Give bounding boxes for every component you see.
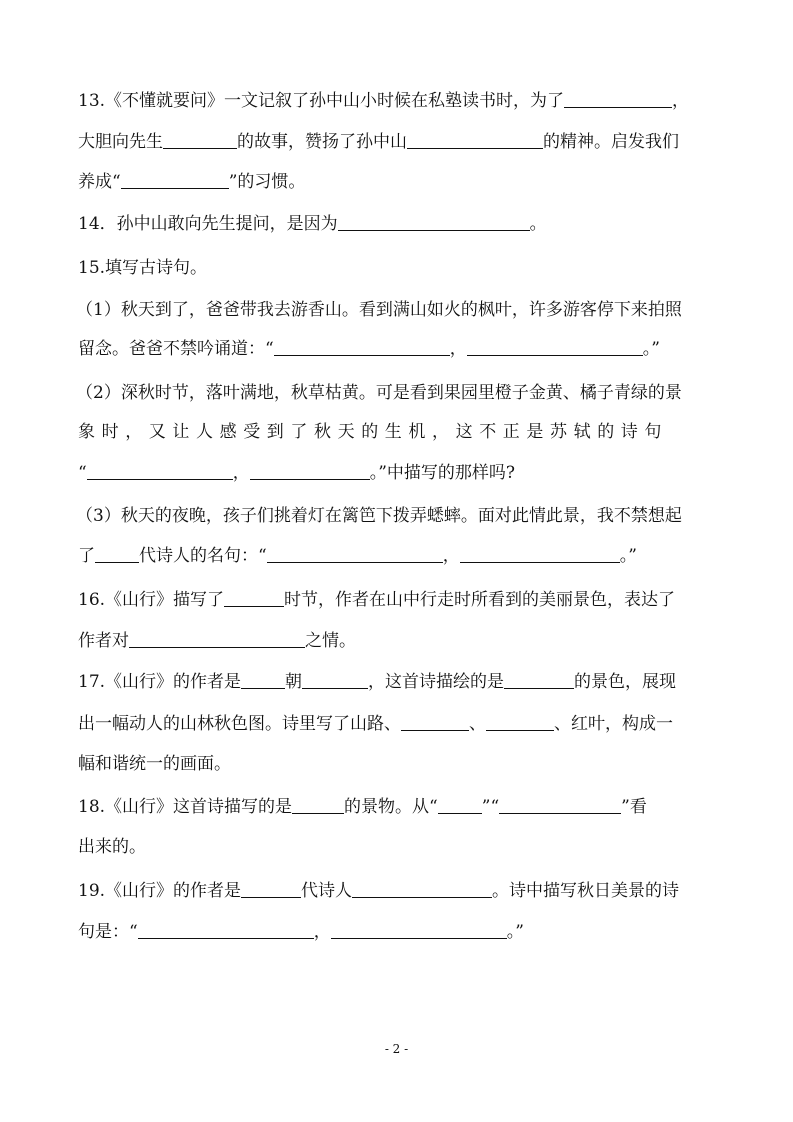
q15-text: ， bbox=[449, 339, 467, 359]
q19-text: 。诗中描写秋日美景的诗 bbox=[492, 881, 680, 901]
q16-line-1 bbox=[78, 585, 718, 615]
q19-blank-2[interactable] bbox=[352, 877, 492, 898]
q15-p2-line-2: 象时，又让人感受到了秋天的生机，这不正是苏轼的诗句 bbox=[78, 422, 668, 442]
q19-blank-3[interactable] bbox=[138, 918, 314, 939]
q14-text: 14．孙中山敢向先生提问，是因为 bbox=[78, 214, 338, 234]
q19-blank-4[interactable] bbox=[331, 918, 507, 939]
q15-p3-blank-2[interactable] bbox=[267, 542, 443, 563]
q18-text: 18.《山行》这首诗描写的是 bbox=[78, 797, 293, 817]
q15-text: 。”中描写的那样吗? bbox=[369, 463, 516, 483]
q16-text: 作者对 bbox=[78, 631, 129, 651]
q13-blank-1[interactable] bbox=[564, 87, 672, 108]
q15-text: 。” bbox=[642, 339, 660, 359]
q13-line-1 bbox=[78, 86, 718, 116]
q13-text: 的故事，赞扬了孙中山 bbox=[237, 132, 407, 152]
q15-text: 代诗人的名句：“ bbox=[139, 546, 267, 566]
q18-text: ”看 bbox=[621, 797, 647, 817]
q14-text: 。 bbox=[529, 214, 547, 234]
q18-blank-1[interactable] bbox=[292, 793, 344, 814]
q17-line-1 bbox=[78, 667, 718, 697]
q15-p3-line-2 bbox=[78, 541, 718, 571]
q16-line-2 bbox=[78, 626, 718, 656]
q19-line-2 bbox=[78, 917, 718, 947]
q17-text: 的景色，展现 bbox=[574, 672, 677, 692]
page-number: - 2 - bbox=[384, 1042, 409, 1056]
q14-blank[interactable] bbox=[338, 210, 530, 231]
q18-line-1 bbox=[78, 792, 718, 822]
q19-text: 19.《山行》的作者是 bbox=[78, 881, 242, 901]
q15-text: “ bbox=[78, 463, 87, 483]
q18-blank-3[interactable] bbox=[499, 793, 621, 814]
q19-text: ， bbox=[313, 922, 331, 942]
q17-text: 、 bbox=[469, 714, 486, 734]
q19-text: 句是：“ bbox=[78, 922, 138, 942]
q15-p1-line-2 bbox=[78, 334, 718, 364]
q15-text: 了 bbox=[78, 546, 95, 566]
q16-text: 16.《山行》描写了 bbox=[78, 590, 225, 610]
q15-p2-blank-1[interactable] bbox=[87, 459, 233, 480]
q15-p2-line-1: （2）深秋时节，落叶满地，秋草枯黄。可是看到果园里橙子金黄、橘子青绿的景 bbox=[76, 383, 682, 403]
q17-text: 17.《山行》的作者是 bbox=[78, 672, 242, 692]
q15-text: 留念。爸爸不禁吟诵道：“ bbox=[78, 339, 274, 359]
q15-p1-blank-2[interactable] bbox=[467, 335, 643, 356]
q13-text: 13.《不懂就要问》一文记叙了孙中山小时候在私塾读书时，为了 bbox=[78, 91, 565, 111]
q13-text: ， bbox=[672, 91, 690, 111]
q16-blank-2[interactable] bbox=[129, 627, 305, 648]
q17-blank-2[interactable] bbox=[302, 668, 368, 689]
q15-text: 。” bbox=[619, 546, 637, 566]
q17-line-2 bbox=[78, 709, 718, 739]
q13-line-3 bbox=[78, 167, 718, 197]
q13-text: ”的习惯。 bbox=[228, 172, 306, 192]
q15-text: ， bbox=[232, 463, 250, 483]
q18-text: ”“ bbox=[481, 797, 500, 817]
q17-line-3: 幅和谐统一的画面。 bbox=[78, 754, 231, 774]
q17-blank-1[interactable] bbox=[241, 668, 285, 689]
q16-text: 时节，作者在山中行走时所看到的美丽景色，表达了 bbox=[284, 590, 676, 610]
q16-text: 之情。 bbox=[305, 631, 356, 651]
q13-line-2 bbox=[78, 127, 718, 157]
q17-blank-4[interactable] bbox=[401, 710, 469, 731]
q17-text: 出一幅动人的山林秋色图。诗里写了山路、 bbox=[78, 714, 401, 734]
q15-p3-blank-1[interactable] bbox=[95, 542, 139, 563]
q17-blank-3[interactable] bbox=[504, 668, 574, 689]
q18-line-2: 出来的。 bbox=[78, 837, 146, 857]
q15-text: ， bbox=[442, 546, 460, 566]
q15-p3-line-1: （3）秋天的夜晚，孩子们挑着灯在篱笆下拨弄蟋蟀。面对此情此景，我不禁想起 bbox=[76, 506, 682, 526]
q15-p1-blank-1[interactable] bbox=[274, 335, 450, 356]
q13-blank-4[interactable] bbox=[121, 168, 229, 189]
q15-p2-line-3 bbox=[78, 458, 718, 488]
q19-text: 代诗人 bbox=[301, 881, 353, 901]
q15-title: 15.填写古诗句。 bbox=[78, 258, 208, 278]
q17-blank-5[interactable] bbox=[486, 710, 554, 731]
q15-p1-line-1: （1）秋天到了，爸爸带我去游香山。看到满山如火的枫叶，许多游客停下来拍照 bbox=[76, 300, 682, 320]
q18-blank-2[interactable] bbox=[438, 793, 482, 814]
q19-line-1 bbox=[78, 876, 718, 906]
q13-blank-2[interactable] bbox=[163, 128, 237, 149]
q13-text: 的精神。启发我们 bbox=[543, 132, 679, 152]
q15-p3-blank-3[interactable] bbox=[460, 542, 620, 563]
q17-text: 、红叶，构成一 bbox=[554, 714, 673, 734]
q14-line bbox=[78, 209, 718, 239]
q15-p2-blank-2[interactable] bbox=[250, 459, 370, 480]
q17-text: ，这首诗描绘的是 bbox=[368, 672, 505, 692]
q17-text: 朝 bbox=[285, 672, 303, 692]
q13-text: 大胆向先生 bbox=[78, 132, 163, 152]
q13-blank-3[interactable] bbox=[407, 128, 543, 149]
q13-text: 养成“ bbox=[78, 172, 121, 192]
q16-blank-1[interactable] bbox=[224, 586, 284, 607]
q18-text: 的景物。从“ bbox=[344, 797, 438, 817]
q19-text: 。” bbox=[506, 922, 524, 942]
q19-blank-1[interactable] bbox=[241, 877, 301, 898]
